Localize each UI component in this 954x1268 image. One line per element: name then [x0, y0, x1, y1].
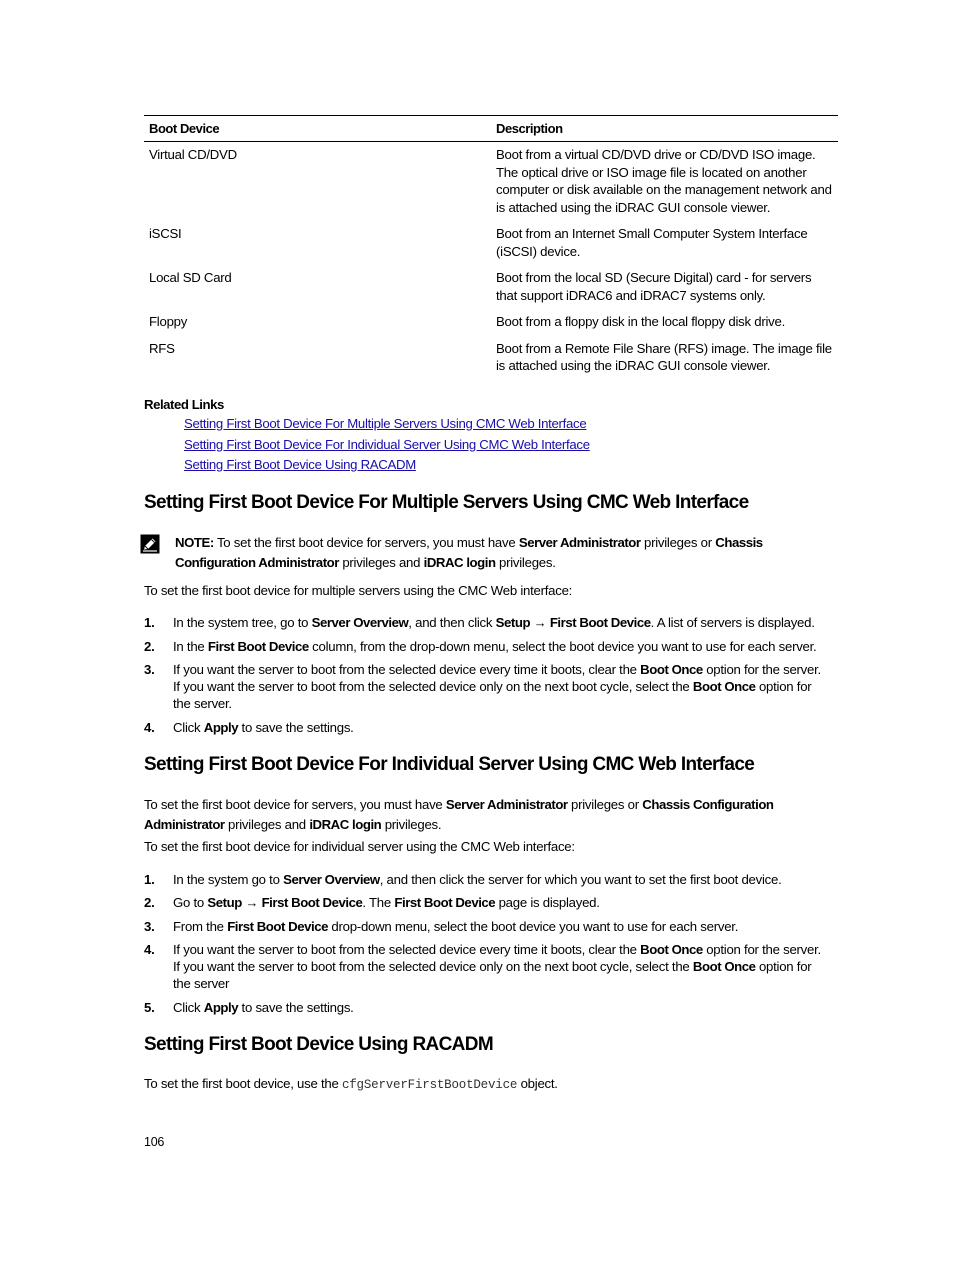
- step-bold: Server Overview: [283, 872, 380, 887]
- section-heading-multiple-servers: Setting First Boot Device For Multiple Servers Using CMC Web Interface: [144, 492, 749, 513]
- step-text: Go to: [173, 895, 208, 910]
- s2-step-3: [144, 918, 838, 935]
- table-cell-device: RFS: [149, 340, 175, 356]
- s2-step-2: [144, 894, 838, 911]
- para-text: object.: [517, 1076, 558, 1091]
- s2-step-4: [144, 941, 838, 992]
- para-bold: Chassis Configuration Administrator: [144, 797, 774, 832]
- table-cell-description: Boot from a Remote File Share (RFS) image. The image file is attached using the iDRAC GUI console viewer.: [496, 340, 832, 373]
- table-cell-device: Local SD Card: [149, 270, 232, 285]
- step-text: In the: [173, 639, 208, 654]
- para-text: privileges or: [567, 797, 643, 812]
- para-text: To set the first boot device, use the: [144, 1076, 342, 1091]
- note-text-part: To set the first boot device for servers, you must have: [213, 535, 519, 550]
- table-cell-description: Boot from the local SD (Secure Digital) card - for servers that support iDRAC6 and iDRAC7 systems only.: [496, 270, 812, 303]
- step-bold: Setup: [207, 895, 242, 910]
- step-bold: First Boot Device: [227, 919, 328, 934]
- page-number: 106: [144, 1135, 165, 1149]
- table-row: [144, 336, 838, 380]
- related-link-individual-server[interactable]: Setting First Boot Device For Individual Server Using CMC Web Interface: [184, 436, 590, 452]
- step-bold: Server Overview: [311, 615, 409, 630]
- step-number: 5.: [144, 1000, 155, 1015]
- table-row: [144, 221, 838, 265]
- step-text: column, from the drop-down menu, select the boot device you want to use for each server.: [308, 639, 817, 654]
- para-bold: iDRAC login: [309, 817, 382, 832]
- step-text: If you want the server to boot from the selected device every time it boots, clear the: [173, 662, 641, 677]
- step-text: option for the server.: [173, 679, 812, 711]
- step-text: In the system go to: [173, 872, 284, 887]
- table-row: [144, 142, 838, 222]
- section-heading-individual-server: Setting First Boot Device For Individual Server Using CMC Web Interface: [144, 754, 755, 775]
- para-text: privileges and: [224, 817, 310, 832]
- related-link-racadm[interactable]: Setting First Boot Device Using RACADM: [184, 457, 416, 472]
- step-number: 1.: [144, 872, 155, 887]
- step-arrow: →: [241, 895, 262, 910]
- step-text: , and then click: [408, 615, 496, 630]
- step-text: to save the settings.: [238, 720, 354, 735]
- code-object-name: cfgServerFirstBootDevice: [341, 1078, 518, 1092]
- column-header-boot-device: Boot Device: [144, 116, 491, 142]
- step-bold: Boot Once: [692, 679, 756, 694]
- pencil-note-icon: [140, 534, 160, 554]
- step-number: 3.: [144, 662, 155, 677]
- step-text: , and then click the server for which you want to set the first boot device.: [379, 872, 782, 887]
- step-text: drop-down menu, select the boot device you want to use for each server.: [328, 919, 739, 934]
- step-text: option for the server. If you want the server to boot from the selected device only on the next boot cycle, select the: [173, 662, 821, 694]
- step-bold: Apply: [203, 720, 239, 735]
- step-bold: First Boot Device: [549, 615, 651, 630]
- note-text-part: privileges and: [338, 555, 424, 570]
- step-arrow: →: [530, 615, 550, 630]
- s1-step-3: [144, 661, 838, 712]
- s1-step-1: [144, 614, 838, 631]
- related-link-multiple-servers[interactable]: Setting First Boot Device For Multiple Servers Using CMC Web Interface: [184, 416, 587, 431]
- note-bold-idrac-login: iDRAC login: [423, 555, 496, 570]
- step-text: option for the server. If you want the server to boot from the selected device only on the next boot cycle, select the: [173, 942, 821, 974]
- note-bold-chassis-config-admin: Chassis Configuration Administrator: [175, 535, 763, 570]
- step-bold: Setup: [495, 615, 531, 630]
- table-cell-device: iSCSI: [149, 226, 182, 241]
- note-bold-server-administrator: Server Administrator: [518, 535, 641, 550]
- step-text: . A list of servers is displayed.: [650, 615, 815, 630]
- s2-privileges-paragraph: [144, 795, 804, 835]
- note-text-part: privileges or: [640, 535, 716, 550]
- step-text: . The: [362, 895, 395, 910]
- step-text: option for the server: [173, 959, 812, 991]
- step-bold: Boot Once: [692, 959, 756, 974]
- table-row: [144, 265, 838, 309]
- table-cell-description: Boot from an Internet Small Computer System Interface (iSCSI) device.: [496, 226, 808, 259]
- s3-paragraph: [144, 1075, 558, 1094]
- step-text: page is displayed.: [495, 895, 600, 910]
- step-bold: First Boot Device: [394, 895, 496, 910]
- s2-step-1: [144, 871, 838, 888]
- column-header-description: Description: [491, 116, 838, 142]
- s2-intro: To set the first boot device for individual server using the CMC Web interface:: [144, 839, 575, 854]
- step-text: Click: [173, 720, 204, 735]
- step-text: In the system tree, go to: [173, 615, 312, 630]
- step-number: 3.: [144, 919, 155, 934]
- boot-device-table: [144, 115, 838, 380]
- s1-step-4: [144, 719, 838, 736]
- para-bold: Server Administrator: [445, 797, 568, 812]
- note-label: NOTE:: [175, 535, 214, 550]
- step-number: 4.: [144, 942, 155, 957]
- step-number: 4.: [144, 720, 155, 735]
- related-links-title: Related Links: [144, 397, 224, 412]
- step-bold: Boot Once: [640, 942, 703, 957]
- table-header-row: [144, 116, 838, 142]
- para-text: To set the first boot device for servers, you must have: [144, 797, 446, 812]
- step-bold: First Boot Device: [207, 639, 309, 654]
- step-text: to save the settings.: [238, 1000, 354, 1015]
- table-cell-device: Floppy: [149, 314, 188, 329]
- step-number: 2.: [144, 639, 155, 654]
- section-heading-racadm: Setting First Boot Device Using RACADM: [144, 1034, 493, 1055]
- table-cell-description: Boot from a floppy disk in the local floppy disk drive.: [496, 314, 785, 329]
- note-text-part: privileges.: [495, 555, 556, 570]
- para-text: privileges.: [381, 817, 442, 832]
- note-text: [175, 533, 815, 573]
- s1-intro: To set the first boot device for multiple servers using the CMC Web interface:: [144, 583, 573, 598]
- step-number: 2.: [144, 895, 155, 910]
- step-bold: First Boot Device: [261, 895, 363, 910]
- table-row: [144, 309, 838, 336]
- step-text: Click: [173, 1000, 204, 1015]
- step-text: If you want the server to boot from the selected device every time it boots, clear the: [173, 942, 641, 957]
- step-number: 1.: [144, 615, 155, 630]
- table-cell-description: Boot from a virtual CD/DVD drive or CD/DVD ISO image. The optical drive or ISO image file is located on another computer or disk available on the management network and is attached using the iDRAC GUI console viewer.: [496, 147, 832, 215]
- step-text: From the: [173, 919, 228, 934]
- s2-step-5: [144, 999, 838, 1016]
- table-cell-device: Virtual CD/DVD: [149, 147, 237, 162]
- related-links-list: [184, 414, 590, 476]
- s1-step-2: [144, 638, 838, 655]
- step-bold: Boot Once: [640, 662, 703, 677]
- step-bold: Apply: [203, 1000, 239, 1015]
